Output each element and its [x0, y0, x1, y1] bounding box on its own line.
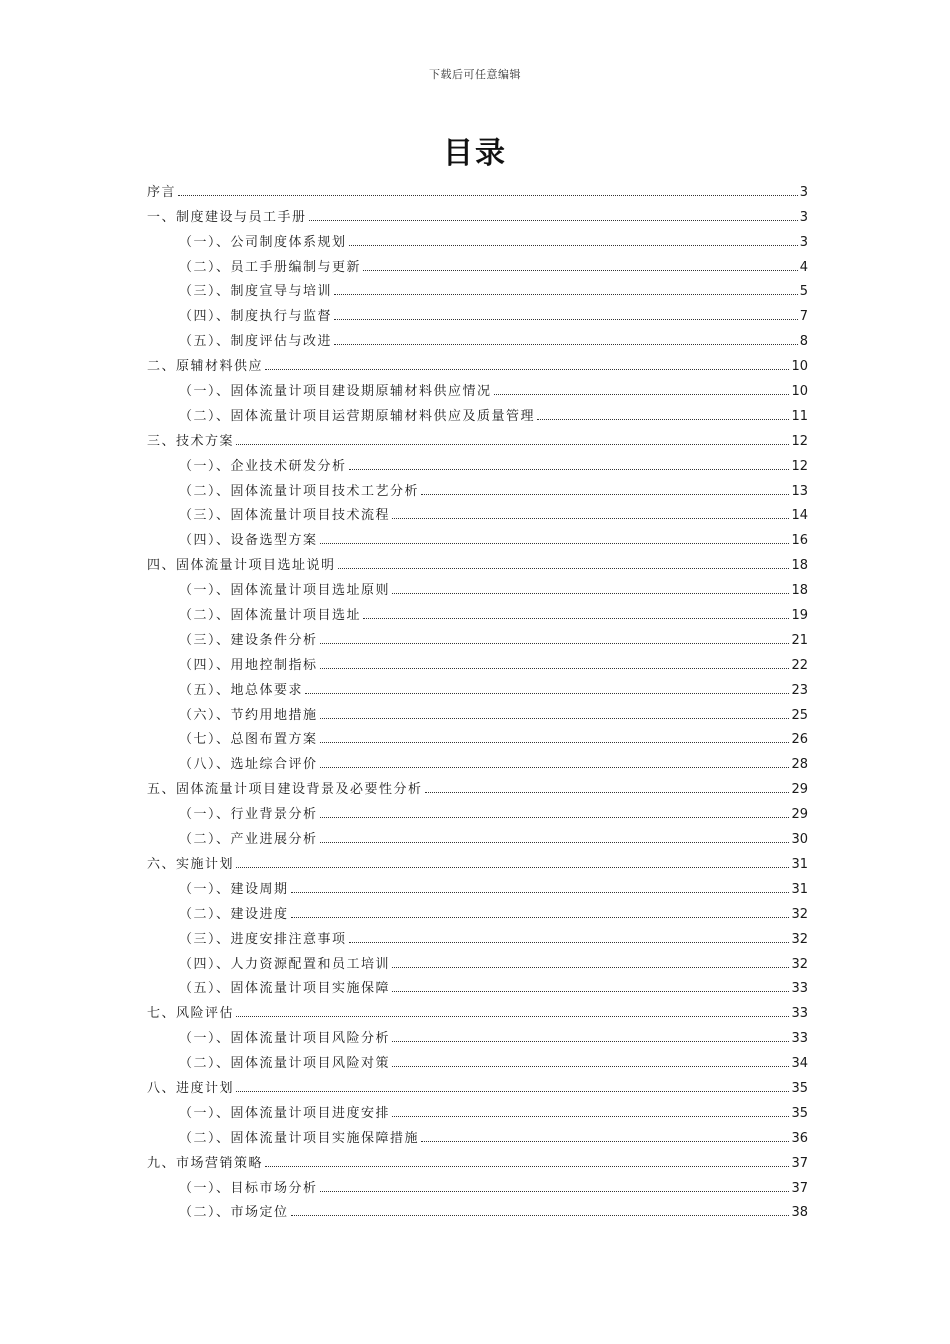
toc-entry-label: （一）、固体流量计项目选址原则: [179, 583, 391, 599]
toc-entry-page-number: 35: [791, 1105, 808, 1121]
toc-entry[interactable]: [147, 772, 808, 797]
toc-entry-label: （一）、行业背景分析: [179, 807, 318, 823]
toc-leader-dots: [349, 245, 798, 246]
toc-entry-page-number: 29: [791, 782, 808, 798]
toc-entry-page-number: 33: [791, 981, 808, 997]
toc-entry[interactable]: [147, 523, 808, 548]
toc-entry-page-number: 13: [791, 483, 808, 499]
toc-entry-page-number: 26: [791, 732, 808, 748]
toc-entry[interactable]: [147, 972, 808, 997]
toc-entry-label: 八、进度计划: [147, 1080, 235, 1096]
toc-entry[interactable]: [147, 399, 808, 424]
toc-entry-page-number: 34: [791, 1056, 808, 1072]
toc-leader-dots: [363, 270, 798, 271]
toc-entry[interactable]: [147, 1021, 808, 1046]
toc-entry-label: 二、原辅材料供应: [147, 359, 264, 375]
toc-leader-dots: [291, 892, 790, 893]
toc-entry[interactable]: [147, 1071, 808, 1096]
toc-entry[interactable]: [147, 548, 808, 573]
toc-entry-page-number: 3: [799, 209, 808, 225]
toc-leader-dots: [537, 419, 789, 420]
toc-entry-page-number: 5: [799, 284, 808, 300]
toc-leader-dots: [363, 618, 789, 619]
toc-leader-dots: [421, 1141, 789, 1142]
toc-leader-dots: [236, 444, 789, 445]
toc-entry-label: （六）、节约用地措施: [179, 707, 318, 723]
toc-leader-dots: [334, 344, 798, 345]
toc-entry-label: （一）、建设周期: [179, 881, 289, 897]
toc-entry[interactable]: [147, 374, 808, 399]
toc-entry[interactable]: [147, 324, 808, 349]
toc-entry[interactable]: [147, 698, 808, 723]
toc-leader-dots: [320, 668, 790, 669]
toc-entry[interactable]: [147, 1146, 808, 1171]
toc-entry-label: 九、市场营销策略: [147, 1155, 264, 1171]
toc-leader-dots: [392, 518, 789, 519]
toc-entry-label: （一）、目标市场分析: [179, 1180, 318, 1196]
toc-entry[interactable]: [147, 947, 808, 972]
toc-entry-page-number: 10: [791, 359, 808, 375]
toc-entry[interactable]: [147, 424, 808, 449]
toc-entry-page-number: 3: [799, 234, 808, 250]
toc-entry-label: 四、固体流量计项目选址说明: [147, 558, 336, 574]
toc-entry-page-number: 38: [791, 1205, 808, 1221]
toc-entry-page-number: 36: [791, 1130, 808, 1146]
toc-entry-page-number: 37: [791, 1180, 808, 1196]
toc-entry[interactable]: [147, 822, 808, 847]
toc-entry-page-number: 22: [791, 657, 808, 673]
toc-entry[interactable]: [147, 996, 808, 1021]
toc-entry-label: （二）、固体流量计项目实施保障措施: [179, 1130, 420, 1146]
toc-entry[interactable]: [147, 299, 808, 324]
toc-entry-label: （二）、固体流量计项目选址: [179, 608, 362, 624]
toc-entry-page-number: 30: [791, 832, 808, 848]
toc-entry-page-number: 21: [791, 632, 808, 648]
toc-entry-page-number: 11: [791, 408, 808, 424]
toc-entry-label: （五）、地总体要求: [179, 682, 304, 698]
toc-entry-label: （五）、制度评估与改进: [179, 334, 333, 350]
toc-entry-page-number: 25: [791, 707, 808, 723]
toc-entry-label: （四）、设备选型方案: [179, 533, 318, 549]
toc-entry-page-number: 32: [791, 956, 808, 972]
toc-leader-dots: [265, 1166, 789, 1167]
toc-entry-label: 序言: [147, 184, 177, 200]
toc-entry-page-number: 8: [799, 334, 808, 350]
toc-entry-label: （三）、固体流量计项目技术流程: [179, 508, 391, 524]
toc-leader-dots: [320, 543, 790, 544]
toc-leader-dots: [320, 767, 790, 768]
toc-entry-page-number: 29: [791, 807, 808, 823]
toc-entry[interactable]: [147, 250, 808, 275]
toc-entry-page-number: 18: [791, 558, 808, 574]
table-of-contents: [147, 175, 808, 1220]
toc-entry[interactable]: [147, 175, 808, 200]
toc-leader-dots: [320, 718, 790, 719]
toc-entry-label: 一、制度建设与员工手册: [147, 209, 307, 225]
toc-entry-label: （四）、人力资源配置和员工培训: [179, 956, 391, 972]
toc-entry-label: （二）、建设进度: [179, 906, 289, 922]
toc-entry[interactable]: [147, 673, 808, 698]
toc-entry[interactable]: [147, 872, 808, 897]
toc-entry-label: （一）、固体流量计项目建设期原辅材料供应情况: [179, 384, 492, 400]
toc-entry-page-number: 3: [799, 184, 808, 200]
toc-leader-dots: [392, 1066, 789, 1067]
toc-entry-page-number: 35: [791, 1080, 808, 1096]
toc-entry[interactable]: [147, 1196, 808, 1221]
toc-leader-dots: [320, 842, 790, 843]
toc-leader-dots: [265, 369, 789, 370]
toc-entry[interactable]: [147, 1121, 808, 1146]
toc-entry-page-number: 4: [799, 259, 808, 275]
toc-entry-label: （四）、制度执行与监督: [179, 309, 333, 325]
toc-entry-label: （一）、固体流量计项目风险分析: [179, 1031, 391, 1047]
toc-leader-dots: [236, 867, 789, 868]
toc-entry-label: （二）、固体流量计项目风险对策: [179, 1056, 391, 1072]
toc-entry[interactable]: [147, 747, 808, 772]
toc-leader-dots: [305, 693, 789, 694]
toc-leader-dots: [320, 1191, 790, 1192]
page-title: 目录: [443, 136, 507, 171]
toc-entry-page-number: 33: [791, 1006, 808, 1022]
toc-entry[interactable]: [147, 200, 808, 225]
toc-entry-page-number: 31: [791, 881, 808, 897]
toc-leader-dots: [392, 967, 789, 968]
toc-entry-label: 七、风险评估: [147, 1006, 235, 1022]
toc-leader-dots: [392, 991, 789, 992]
toc-entry-label: （二）、固体流量计项目运营期原辅材料供应及质量管理: [179, 408, 536, 424]
toc-leader-dots: [334, 294, 798, 295]
toc-leader-dots: [349, 942, 790, 943]
toc-leader-dots: [320, 643, 790, 644]
toc-entry-label: （二）、市场定位: [179, 1205, 289, 1221]
toc-leader-dots: [309, 220, 798, 221]
toc-entry-page-number: 32: [791, 906, 808, 922]
toc-entry[interactable]: [147, 723, 808, 748]
toc-entry[interactable]: [147, 623, 808, 648]
toc-entry-page-number: 18: [791, 583, 808, 599]
toc-entry-label: （一）、固体流量计项目进度安排: [179, 1105, 391, 1121]
toc-entry-page-number: 19: [791, 608, 808, 624]
toc-entry-label: （二）、员工手册编制与更新: [179, 259, 362, 275]
toc-entry-page-number: 31: [791, 856, 808, 872]
toc-leader-dots: [334, 319, 798, 320]
toc-entry-page-number: 7: [799, 309, 808, 325]
toc-entry-label: （五）、固体流量计项目实施保障: [179, 981, 391, 997]
toc-entry[interactable]: [147, 349, 808, 374]
toc-leader-dots: [236, 1091, 789, 1092]
toc-entry-label: （一）、公司制度体系规划: [179, 234, 347, 250]
toc-entry[interactable]: [147, 922, 808, 947]
toc-entry[interactable]: [147, 275, 808, 300]
toc-entry[interactable]: [147, 598, 808, 623]
toc-leader-dots: [236, 1016, 789, 1017]
toc-entry-label: （八）、选址综合评价: [179, 757, 318, 773]
toc-leader-dots: [421, 494, 789, 495]
toc-entry[interactable]: [147, 449, 808, 474]
toc-entry-page-number: 14: [791, 508, 808, 524]
toc-entry-page-number: 12: [791, 458, 808, 474]
toc-leader-dots: [178, 195, 798, 196]
header-note: 下载后可任意编辑: [429, 68, 521, 81]
toc-entry[interactable]: [147, 1046, 808, 1071]
toc-entry-label: （二）、固体流量计项目技术工艺分析: [179, 483, 420, 499]
toc-leader-dots: [338, 568, 790, 569]
toc-entry-page-number: 23: [791, 682, 808, 698]
toc-entry-page-number: 12: [791, 433, 808, 449]
toc-leader-dots: [392, 1041, 789, 1042]
toc-entry-label: （七）、总图布置方案: [179, 732, 318, 748]
toc-entry-label: （一）、企业技术研发分析: [179, 458, 347, 474]
toc-leader-dots: [392, 593, 789, 594]
toc-entry-label: （三）、建设条件分析: [179, 632, 318, 648]
toc-entry-label: 五、固体流量计项目建设背景及必要性分析: [147, 782, 423, 798]
toc-entry-page-number: 28: [791, 757, 808, 773]
toc-entry-page-number: 33: [791, 1031, 808, 1047]
toc-entry-page-number: 16: [791, 533, 808, 549]
toc-entry-label: （三）、制度宣导与培训: [179, 284, 333, 300]
toc-entry-page-number: 37: [791, 1155, 808, 1171]
toc-leader-dots: [425, 792, 790, 793]
toc-leader-dots: [291, 1215, 790, 1216]
toc-entry[interactable]: [147, 797, 808, 822]
toc-entry[interactable]: [147, 1171, 808, 1196]
toc-leader-dots: [349, 469, 790, 470]
toc-entry-label: 六、实施计划: [147, 856, 235, 872]
toc-entry[interactable]: [147, 573, 808, 598]
toc-entry[interactable]: [147, 499, 808, 524]
toc-entry-page-number: 32: [791, 931, 808, 947]
toc-entry-page-number: 10: [791, 384, 808, 400]
toc-entry[interactable]: [147, 648, 808, 673]
toc-entry-label: 三、技术方案: [147, 433, 235, 449]
toc-entry[interactable]: [147, 847, 808, 872]
toc-entry[interactable]: [147, 474, 808, 499]
toc-leader-dots: [320, 742, 790, 743]
toc-leader-dots: [320, 817, 790, 818]
toc-entry[interactable]: [147, 225, 808, 250]
toc-entry[interactable]: [147, 1096, 808, 1121]
toc-entry-label: （三）、进度安排注意事项: [179, 931, 347, 947]
toc-entry-label: （二）、产业进展分析: [179, 832, 318, 848]
toc-leader-dots: [291, 917, 790, 918]
toc-leader-dots: [494, 394, 790, 395]
toc-entry[interactable]: [147, 897, 808, 922]
toc-entry-label: （四）、用地控制指标: [179, 657, 318, 673]
toc-leader-dots: [392, 1116, 789, 1117]
